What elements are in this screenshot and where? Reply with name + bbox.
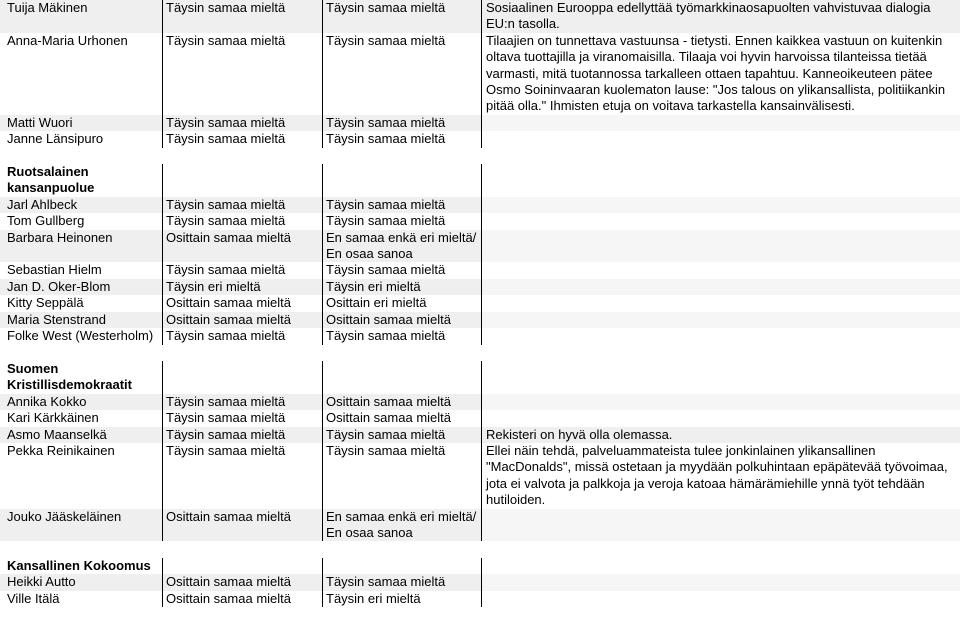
- candidate-row: [0, 427, 960, 443]
- answer-1: Osittain samaa mieltä: [163, 230, 323, 263]
- candidate-name: Jarl Ahlbeck: [0, 197, 163, 213]
- answer-2: Täysin samaa mieltä: [323, 213, 482, 229]
- candidate-name: Pekka Reinikainen: [0, 443, 163, 509]
- answer-2: Täysin samaa mieltä: [323, 262, 482, 278]
- answer-1: Osittain samaa mieltä: [163, 509, 323, 542]
- answer-2: En samaa enkä eri mieltä/ En osaa sanoa: [323, 509, 482, 542]
- answer-2: Osittain samaa mieltä: [323, 312, 482, 328]
- answer-2: Täysin samaa mieltä: [323, 0, 482, 33]
- answer-2: Täysin samaa mieltä: [323, 197, 482, 213]
- comment: [482, 230, 960, 263]
- party-heading-row: [0, 361, 960, 394]
- comment: [482, 328, 960, 344]
- candidate-name: Janne Länsipuro: [0, 131, 163, 147]
- empty-cell: [323, 558, 482, 574]
- candidate-name: Jouko Jääskeläinen: [0, 509, 163, 542]
- empty-cell: [163, 558, 323, 574]
- candidate-row: [0, 410, 960, 426]
- candidate-row: [0, 279, 960, 295]
- party-name: Kansallinen Kokoomus: [0, 558, 163, 574]
- candidate-row: [0, 443, 960, 509]
- candidate-name: Tuija Mäkinen: [0, 0, 163, 33]
- answer-1: Täysin samaa mieltä: [163, 410, 323, 426]
- answer-1: Osittain samaa mieltä: [163, 295, 323, 311]
- candidate-name: Kitty Seppälä: [0, 295, 163, 311]
- answer-2: Täysin samaa mieltä: [323, 131, 482, 147]
- answer-2: Täysin eri mieltä: [323, 279, 482, 295]
- candidate-row: [0, 33, 960, 115]
- candidate-row: [0, 197, 960, 213]
- candidate-row: [0, 574, 960, 590]
- comment: [482, 115, 960, 131]
- party-heading-row: [0, 558, 960, 574]
- answer-1: Täysin samaa mieltä: [163, 443, 323, 509]
- comment: [482, 197, 960, 213]
- answer-2: Osittain eri mieltä: [323, 295, 482, 311]
- candidate-name: Asmo Maanselkä: [0, 427, 163, 443]
- candidate-row: [0, 0, 960, 33]
- candidate-name: Anna-Maria Urhonen: [0, 33, 163, 115]
- candidate-row: [0, 328, 960, 344]
- answer-1: Osittain samaa mieltä: [163, 591, 323, 607]
- answer-2: En samaa enkä eri mieltä/ En osaa sanoa: [323, 230, 482, 263]
- candidate-row: [0, 131, 960, 147]
- comment: [482, 312, 960, 328]
- answer-1: Täysin samaa mieltä: [163, 394, 323, 410]
- answer-1: Täysin samaa mieltä: [163, 33, 323, 115]
- answer-2: Täysin samaa mieltä: [323, 33, 482, 115]
- comment: [482, 574, 960, 590]
- candidate-name: Folke West (Westerholm): [0, 328, 163, 344]
- comment: [482, 394, 960, 410]
- empty-cell: [163, 361, 323, 394]
- spacer-row: [0, 148, 960, 164]
- answer-2: Täysin samaa mieltä: [323, 574, 482, 590]
- answer-2: Täysin samaa mieltä: [323, 328, 482, 344]
- candidate-name: Tom Gullberg: [0, 213, 163, 229]
- candidate-name: Ville Itälä: [0, 591, 163, 607]
- empty-cell: [482, 361, 960, 394]
- candidate-row: [0, 591, 960, 607]
- candidate-name: Heikki Autto: [0, 574, 163, 590]
- answer-2: Täysin samaa mieltä: [323, 115, 482, 131]
- answer-1: Täysin samaa mieltä: [163, 427, 323, 443]
- candidate-row: [0, 295, 960, 311]
- comment: [482, 262, 960, 278]
- comment: Ellei näin tehdä, palveluammateista tulee jonkinlainen ylikansallinen "MacDonalds", missä ostetaan ja myydään polkuhintaan epäpätevää työvoimaa, jota ei valvota ja palkkoja ja veroja katoaa hämärämiehille ynnä työt tehdään hutiloiden.: [486, 442, 952, 508]
- answer-1: Osittain samaa mieltä: [163, 312, 323, 328]
- candidate-row: [0, 213, 960, 229]
- comment: Rekisteri on hyvä olla olemassa.: [486, 426, 673, 442]
- empty-cell: [323, 361, 482, 394]
- comment: [482, 509, 960, 542]
- spacer-row: [0, 541, 960, 557]
- comment: Tilaajien on tunnettava vastuunsa - tietysti. Ennen kaikkea vastuun on kuitenkin oltava tuottajilla ja viranomaisilla. Tilaaja voi hyvin harvoissa tilanteissa tietää varmasti, mitä tuotannossa tarkalleen ottaen tapahtuu. Kanneoikeuteen pätee Osmo Soininvaaran kuolematon lause: "Jos talous on ylikansallista, politiikankin pitää olla." Ihmisten etuja on voitava tarkastella kansainvälisesti.: [486, 32, 949, 114]
- answer-1: Täysin samaa mieltä: [163, 197, 323, 213]
- comment: [482, 213, 960, 229]
- comment: [482, 131, 960, 147]
- candidate-name: Annika Kokko: [0, 394, 163, 410]
- candidate-row: [0, 230, 960, 263]
- candidate-row: [0, 262, 960, 278]
- party-heading-row: [0, 164, 960, 197]
- candidate-name: Sebastian Hielm: [0, 262, 163, 278]
- candidate-row: [0, 509, 960, 542]
- answer-1: Osittain samaa mieltä: [163, 574, 323, 590]
- empty-cell: [163, 164, 323, 197]
- answer-2: Täysin eri mieltä: [323, 591, 482, 607]
- party-name: Suomen Kristillisdemokraatit: [0, 361, 163, 394]
- comment: [482, 279, 960, 295]
- answer-2: Osittain samaa mieltä: [323, 410, 482, 426]
- answer-1: Täysin samaa mieltä: [163, 213, 323, 229]
- comment: [482, 591, 960, 607]
- candidate-name: Barbara Heinonen: [0, 230, 163, 263]
- answer-2: Osittain samaa mieltä: [323, 394, 482, 410]
- comment: [482, 295, 960, 311]
- candidate-row: [0, 115, 960, 131]
- comment: [482, 410, 960, 426]
- empty-cell: [482, 164, 960, 197]
- comment: Sosiaalinen Eurooppa edellyttää työmarkkinaosapuolten vahvistuvaa dialogia EU:n tasolla.: [486, 0, 935, 32]
- candidate-name: Matti Wuori: [0, 115, 163, 131]
- answer-1: Täysin samaa mieltä: [163, 131, 323, 147]
- answer-1: Täysin samaa mieltä: [163, 115, 323, 131]
- candidate-name: Maria Stenstrand: [0, 312, 163, 328]
- answer-2: Täysin samaa mieltä: [323, 443, 482, 509]
- answer-1: Täysin samaa mieltä: [163, 0, 323, 33]
- candidate-row: [0, 394, 960, 410]
- party-name: Ruotsalainen kansanpuolue: [0, 164, 163, 197]
- answer-2: Täysin samaa mieltä: [323, 427, 482, 443]
- candidate-row: [0, 312, 960, 328]
- answer-1: Täysin eri mieltä: [163, 279, 323, 295]
- answer-1: Täysin samaa mieltä: [163, 262, 323, 278]
- spacer-row: [0, 345, 960, 361]
- empty-cell: [482, 558, 960, 574]
- answer-1: Täysin samaa mieltä: [163, 328, 323, 344]
- candidate-name: Jan D. Oker-Blom: [0, 279, 163, 295]
- empty-cell: [323, 164, 482, 197]
- candidate-name: Kari Kärkkäinen: [0, 410, 163, 426]
